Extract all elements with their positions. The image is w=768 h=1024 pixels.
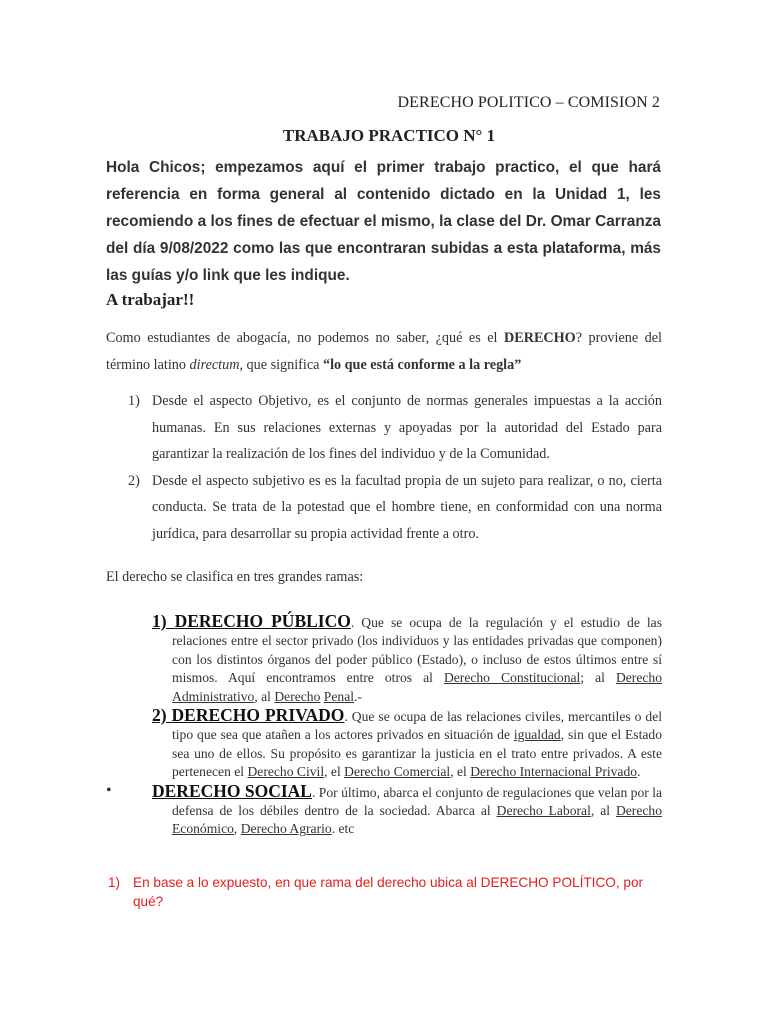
def-directum: directum [189,357,240,373]
branch-text: , sin que el Estado sea uno de ellos. Su propósito es garantizar la justicia en el trato entre privados. A este pertenecen el [172,727,662,780]
link-derecho-comercial[interactable]: Derecho Comercial [344,764,451,780]
branch-heading: DERECHO SOCIAL [152,780,312,801]
branch-text: , [233,821,241,837]
list-text: Desde el aspecto subjetivo es es la facultad propia de un sujeto para realizar, o no, cierta conducta. Se trata de la potestad que el hombre tiene, en conformidad con una norma jurídica, para desarrollar su propia actividad frente a otro. [152,472,662,542]
link-derecho-civil[interactable]: Derecho Civil [247,764,325,780]
link-administrativo[interactable]: Administrativo [172,688,255,704]
branch-text: , al [254,688,275,704]
link-derecho-internacional-privado[interactable]: Derecho Internacional Privado [470,764,638,780]
branch-number: 1) [152,611,167,631]
branch-text: . [637,764,641,780]
link-derecho-economico[interactable]: Derecho Económico [172,803,662,837]
link-derecho-constitucional[interactable]: Derecho Constitucional [443,670,581,686]
aspects-list [128,388,662,547]
branch-publico [152,612,662,706]
link-derecho[interactable]: Derecho [274,688,321,704]
link-igualdad[interactable]: igualdad [513,727,561,743]
branch-text: , el [450,764,471,780]
list-item [128,388,662,468]
list-item [128,468,662,548]
def-derecho: DERECHO [503,330,576,346]
question-text: En base a lo expuesto, en que rama del derecho ubica al DERECHO POLÍTICO, por qué? [133,875,644,909]
branch-social: • DERECHO SOCIAL. Por último, abarca el conjunto de regulaciones que velan por la defensa de los débiles dentro de la sociedad. Abarca al Derecho Laboral, al Derecho Económico, Derecho Agrario. etc [106,780,663,837]
list-text: Desde el aspecto Objetivo, es el conjunto de normas generales impuestas a la acción humanas. En sus relaciones externas y apoyadas por la autoridad del Estado para garantizar la realización de los fines del individuo y de la Comunidad. [152,393,662,462]
link-derecho[interactable]: Derecho [615,670,662,686]
question-number: 1) [108,875,121,890]
def-text-2: ? proviene del término latino [106,330,662,373]
list-number: 2) [128,472,140,489]
branch-text: .- [354,688,362,704]
branch-number: 2) [152,705,167,726]
link-derecho-laboral[interactable]: Derecho Laboral [496,803,591,819]
lets-work-heading: A trabajar!! [106,290,195,309]
branch-privado [152,706,662,782]
definition-paragraph [106,325,662,379]
branch-text: . Que se ocupa de la regulación y el estudio de las relaciones entre el sector privado (los individuos y las entidades privadas que componen) con los distintos órganos del poder público (Estado), o incluso de estos últimos entre sí mismos. Aquí encontramos entre otros al [172,615,663,686]
intro-paragraph: Hola Chicos; empezamos aquí el primer trabajo practico, el que hará referencia en forma general al contenido dictado en la Unidad 1, les recomiendo a los fines de efectuar el mismo, la clase del Dr. Omar Carranza del día 9/08/2022 como las que encontraran subidas a esta plataforma, más las guías y/o link que les indique. [106,159,661,284]
branches-list [106,611,663,839]
branch-text: . etc [331,821,355,837]
page-title: TRABAJO PRACTICO N° 1 [282,126,496,145]
branch-text: ; al [580,670,616,686]
def-text-3: , que significa [239,357,323,373]
list-number: 1) [128,393,140,409]
course-header: DERECHO POLITICO – COMISION 2 [397,94,660,111]
question-item [108,873,668,911]
branch-text: , el [324,764,345,780]
link-derecho-agrario[interactable]: Derecho Agrario [240,821,332,837]
branches-intro: El derecho se clasifica en tres grandes ramas: [106,569,364,585]
branch-heading: DERECHO PRIVADO [171,705,345,726]
branch-text: . Que se ocupa de las relaciones civiles, mercantiles o del tipo que sea que atañen a los actores privados en situación de [172,709,663,743]
branch-heading: DERECHO PÚBLICO [174,611,351,631]
def-quote: “lo que está conforme a la regla” [322,357,522,373]
link-penal[interactable]: Penal [323,688,354,704]
branch-text: , al [590,803,616,819]
def-text-1: Como estudiantes de abogacía, no podemos no saber, ¿qué es el [106,330,504,346]
branch-text: . Por último, abarca el conjunto de regulaciones que velan por la defensa de los débiles dentro de la sociedad. Abarca al [172,784,663,819]
